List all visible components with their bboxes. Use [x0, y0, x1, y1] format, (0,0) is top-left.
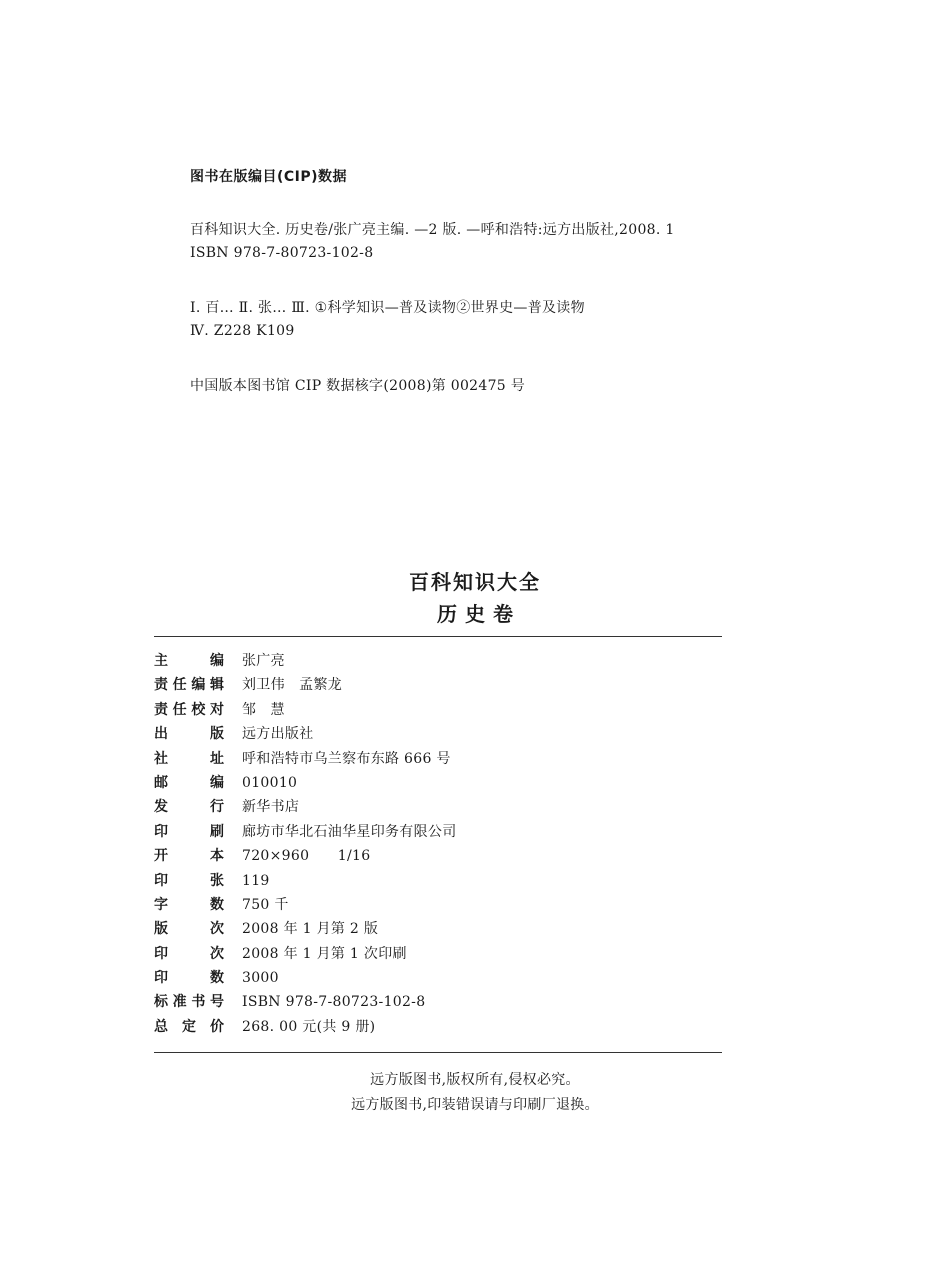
imprint-label: 总定价 [154, 1018, 224, 1035]
imprint-row-format [154, 845, 722, 869]
imprint-value: ISBN 978-7-80723-102-8 [242, 994, 426, 1011]
bottom-divider [154, 1052, 722, 1053]
imprint-row-word-count [154, 894, 722, 918]
imprint-value: 远方出版社 [242, 726, 314, 743]
imprint-value: 刘卫伟 孟繁龙 [242, 677, 343, 694]
imprint-value: 720×960 1/16 [242, 848, 371, 865]
imprint-label: 责任编辑 [154, 677, 224, 694]
imprint-row-print-run [154, 967, 722, 991]
cip-heading: 图书在版编目(CIP)数据 [190, 169, 348, 185]
imprint-value: 廊坊市华北石油华星印务有限公司 [242, 823, 457, 840]
book-volume-title: 历史卷 [437, 602, 521, 626]
imprint-value: 750 千 [242, 896, 289, 913]
top-divider [154, 636, 722, 637]
imprint-row-edition [154, 918, 722, 942]
imprint-value: 2008 年 1 月第 1 次印刷 [242, 945, 407, 962]
imprint-value: 呼和浩特市乌兰察布东路 666 号 [242, 750, 451, 767]
imprint-row-editor [154, 650, 722, 674]
imprint-value: 邹 慧 [242, 701, 285, 718]
imprint-label: 社址 [154, 750, 224, 767]
cip-line-record-number: 中国版本图书馆 CIP 数据核字(2008)第 002475 号 [190, 378, 526, 394]
imprint-value: 010010 [242, 774, 298, 791]
imprint-row-postcode [154, 772, 722, 796]
imprint-label: 版次 [154, 921, 224, 938]
cip-line-isbn: ISBN 978-7-80723-102-8 [190, 245, 374, 261]
cip-line-subjects: I. 百… Ⅱ. 张… Ⅲ. ①科学知识—普及读物②世界史—普及读物 [190, 300, 585, 316]
imprint-row-publisher [154, 723, 722, 747]
imprint-label: 主编 [154, 653, 224, 669]
imprint-value: 2008 年 1 月第 2 版 [242, 921, 379, 938]
imprint-row-proofreader [154, 699, 722, 723]
imprint-label: 开本 [154, 848, 224, 865]
imprint-value: 3000 [242, 970, 279, 987]
imprint-value: 新华书店 [242, 799, 300, 816]
imprint-row-sheets [154, 870, 722, 894]
imprint-label: 发行 [154, 799, 224, 816]
imprint-label: 标准书号 [154, 994, 224, 1011]
imprint-row-responsible-editor [154, 674, 722, 698]
imprint-value: 张广亮 [242, 653, 285, 669]
imprint-row-address [154, 748, 722, 772]
book-title: 百科知识大全 [409, 570, 541, 594]
imprint-row-distributor [154, 796, 722, 820]
imprint-value: 119 [242, 872, 270, 889]
imprint-value: 268. 00 元(共 9 册) [242, 1018, 376, 1035]
imprint-table [154, 650, 722, 1040]
imprint-row-printing [154, 943, 722, 967]
imprint-label: 邮编 [154, 774, 224, 791]
cip-line-title: 百科知识大全. 历史卷/张广亮主编. —2 版. —呼和浩特:远方出版社,2008. 1 [190, 222, 675, 238]
imprint-row-total-price [154, 1016, 722, 1040]
imprint-label: 印次 [154, 945, 224, 962]
return-notice: 远方版图书,印装错误请与印刷厂退换。 [351, 1097, 599, 1113]
imprint-label: 印数 [154, 970, 224, 987]
imprint-label: 印张 [154, 872, 224, 889]
imprint-row-printer [154, 821, 722, 845]
imprint-label: 印刷 [154, 823, 224, 840]
imprint-row-isbn [154, 991, 722, 1015]
cip-line-classification: Ⅳ. Z228 K109 [190, 323, 295, 339]
imprint-label: 出版 [154, 726, 224, 743]
imprint-label: 字数 [154, 896, 224, 913]
copyright-notice: 远方版图书,版权所有,侵权必究。 [370, 1072, 580, 1088]
imprint-label: 责任校对 [154, 701, 224, 718]
